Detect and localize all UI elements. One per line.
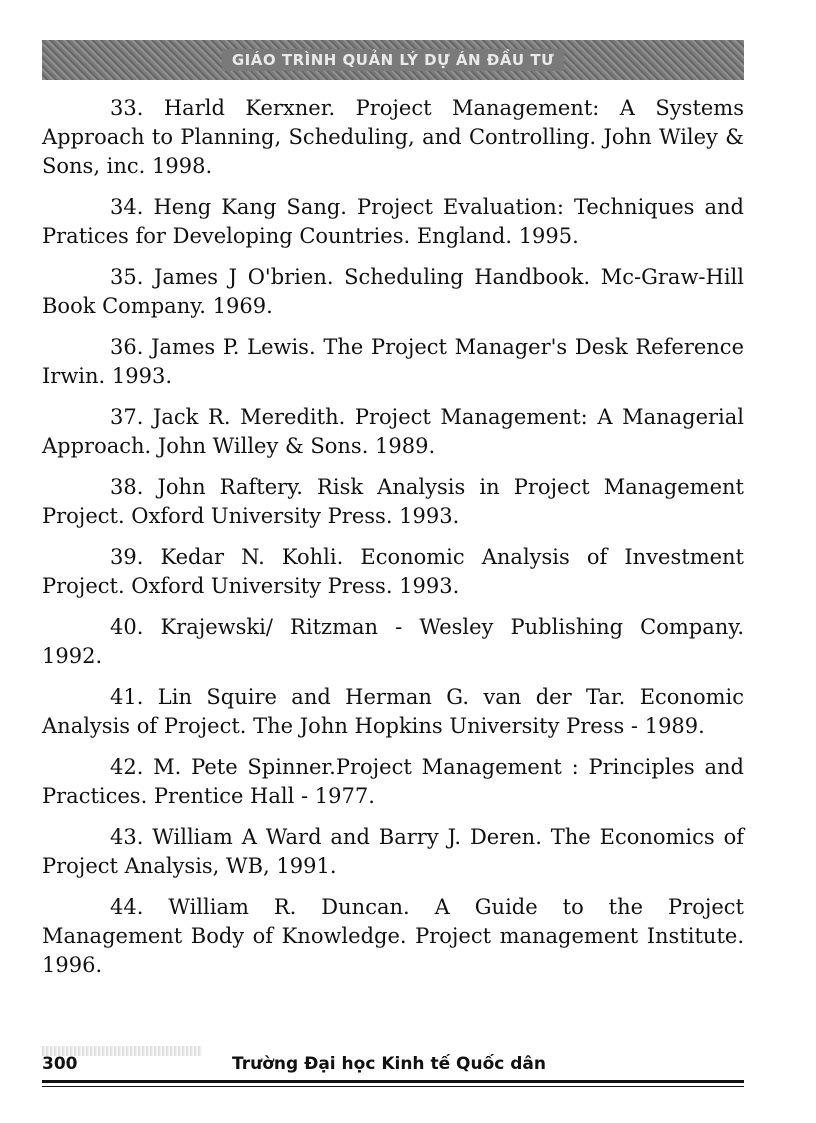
reference-entry: 36. James P. Lewis. The Project Manager's Desk Reference Irwin. 1993. bbox=[42, 335, 744, 388]
page-number: 300 bbox=[42, 1054, 78, 1074]
reference-entry: 35. James J O'brien. Scheduling Handbook. Mc-Graw-Hill Book Company. 1969. bbox=[42, 265, 744, 318]
footer-institution: Trường Đại học Kinh tế Quốc dân bbox=[232, 1054, 546, 1074]
reference-entry: 39. Kedar N. Kohli. Economic Analysis of Investment Project. Oxford University Press. 1993. bbox=[42, 545, 744, 598]
reference-entry: 33. Harld Kerxner. Project Management: A Systems Approach to Planning, Scheduling, and Controlling. John Wiley & Sons, inc. 1998. bbox=[42, 96, 744, 178]
reference-entry: 43. William A Ward and Barry J. Deren. The Economics of Project Analysis, WB, 1991. bbox=[42, 825, 744, 878]
reference-entry: 37. Jack R. Meredith. Project Management: A Managerial Approach. John Willey & Sons. 1989. bbox=[42, 405, 744, 458]
reference-list bbox=[42, 94, 744, 992]
reference-entry: 38. John Raftery. Risk Analysis in Project Management Project. Oxford University Press. 1993. bbox=[42, 475, 744, 528]
running-header-title: GIÁO TRÌNH QUẢN LÝ DỰ ÁN ĐẦU TƯ bbox=[222, 49, 564, 71]
reference-entry: 40. Krajewski/ Ritzman - Wesley Publishing Company. 1992. bbox=[42, 615, 744, 668]
running-header-band bbox=[42, 40, 744, 80]
page-footer bbox=[42, 1052, 744, 1083]
footer-rule bbox=[42, 1086, 744, 1087]
reference-entry: 41. Lin Squire and Herman G. van der Tar. Economic Analysis of Project. The John Hopkins University Press - 1989. bbox=[42, 685, 744, 738]
reference-entry: 44. William R. Duncan. A Guide to the Project Management Body of Knowledge. Project management Institute. 1996. bbox=[42, 895, 744, 977]
reference-entry: 42. M. Pete Spinner.Project Management : Principles and Practices. Prentice Hall - 1977. bbox=[42, 755, 744, 808]
reference-entry: 34. Heng Kang Sang. Project Evaluation: Techniques and Pratices for Developing Countries. England. 1995. bbox=[42, 195, 744, 248]
